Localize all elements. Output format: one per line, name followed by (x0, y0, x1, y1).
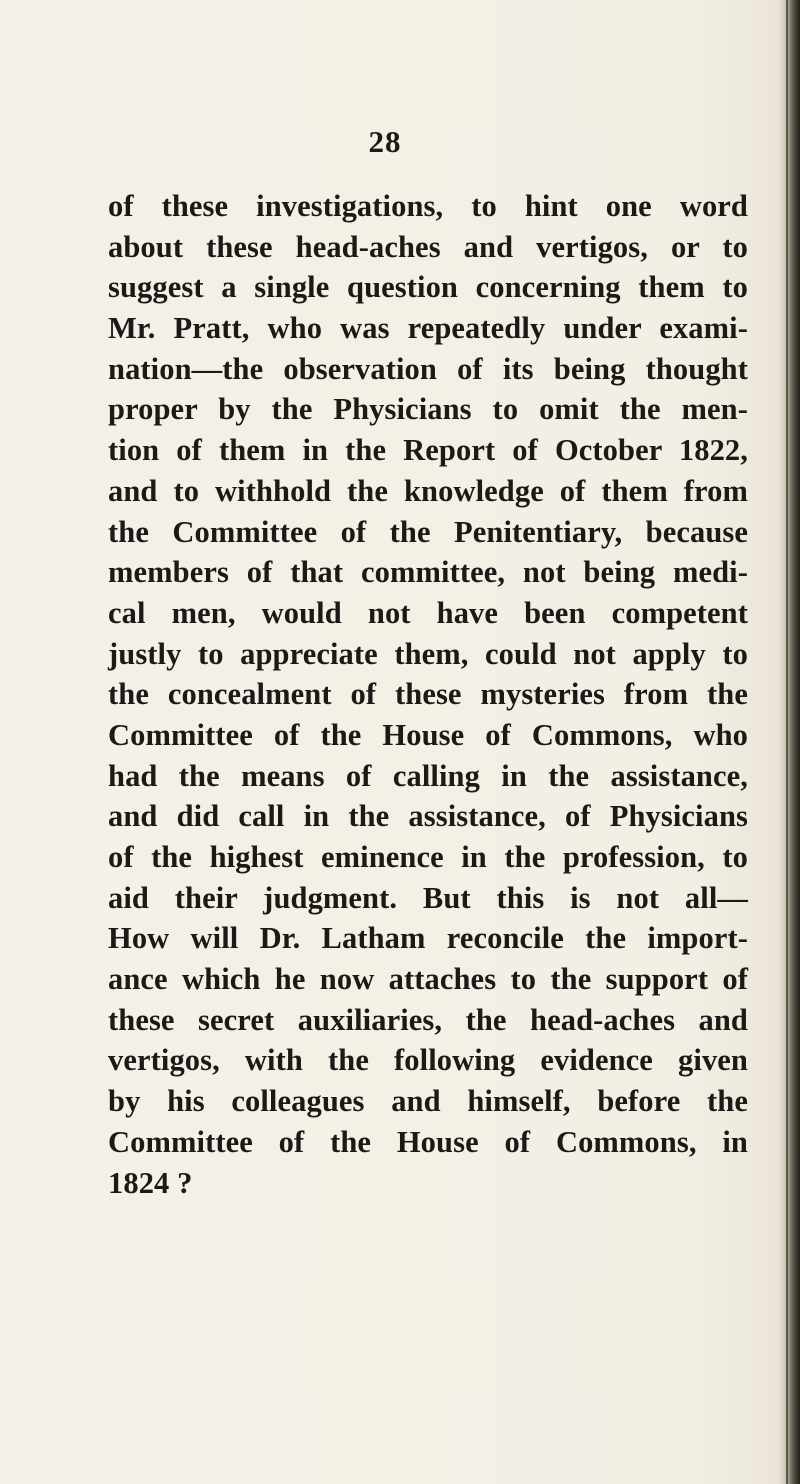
text-line: justly to appreciate them, could not apply to (108, 636, 748, 671)
text-line: 1824 ? (108, 1165, 193, 1200)
text-line: ance which he now attaches to the support of (108, 962, 748, 997)
text-line: of the highest eminence in the profession, to (108, 840, 748, 874)
text-line: Committee of the House of Commons, who (108, 717, 748, 752)
text-line: had the means of calling in the assistance, (108, 758, 748, 793)
text-line: the Committee of the Penitentiary, because (108, 514, 748, 549)
text-line: suggest a single question concerning them to (108, 270, 748, 305)
text-line: vertigos, with the following evidence given (108, 1043, 748, 1078)
text-line: tion of them in the Report of October 1822, (108, 433, 748, 468)
page-number: 28 (368, 124, 402, 159)
text-line: by his colleagues and himself, before the (108, 1084, 748, 1119)
text-line: these secret auxiliaries, the head-aches and (108, 1002, 748, 1037)
text-line: proper by the Physicians to omit the men- (108, 392, 748, 427)
text-line: members of that committee, not being medi- (108, 555, 748, 590)
page-edge-shadow (778, 0, 800, 1484)
text-line: How will Dr. Latham reconcile the import- (108, 921, 748, 956)
text-line: of these investigations, to hint one word (108, 189, 748, 223)
page-edge-line (786, 0, 788, 1484)
text-line: and did call in the assistance, of Physicians (108, 799, 748, 834)
text-line: the concealment of these mysteries from the (108, 677, 748, 712)
text-line: Committee of the House of Commons, in (108, 1124, 748, 1159)
text-line: aid their judgment. But this is not all— (108, 880, 748, 915)
text-line: nation—the observation of its being thought (108, 351, 748, 386)
text-line: Mr. Pratt, who was repeatedly under exami- (108, 311, 748, 346)
body-text (108, 186, 748, 1203)
text-line: about these head-aches and vertigos, or to (108, 229, 748, 264)
text-line: cal men, would not have been competent (108, 595, 748, 630)
text-line: and to withhold the knowledge of them from (108, 473, 748, 508)
